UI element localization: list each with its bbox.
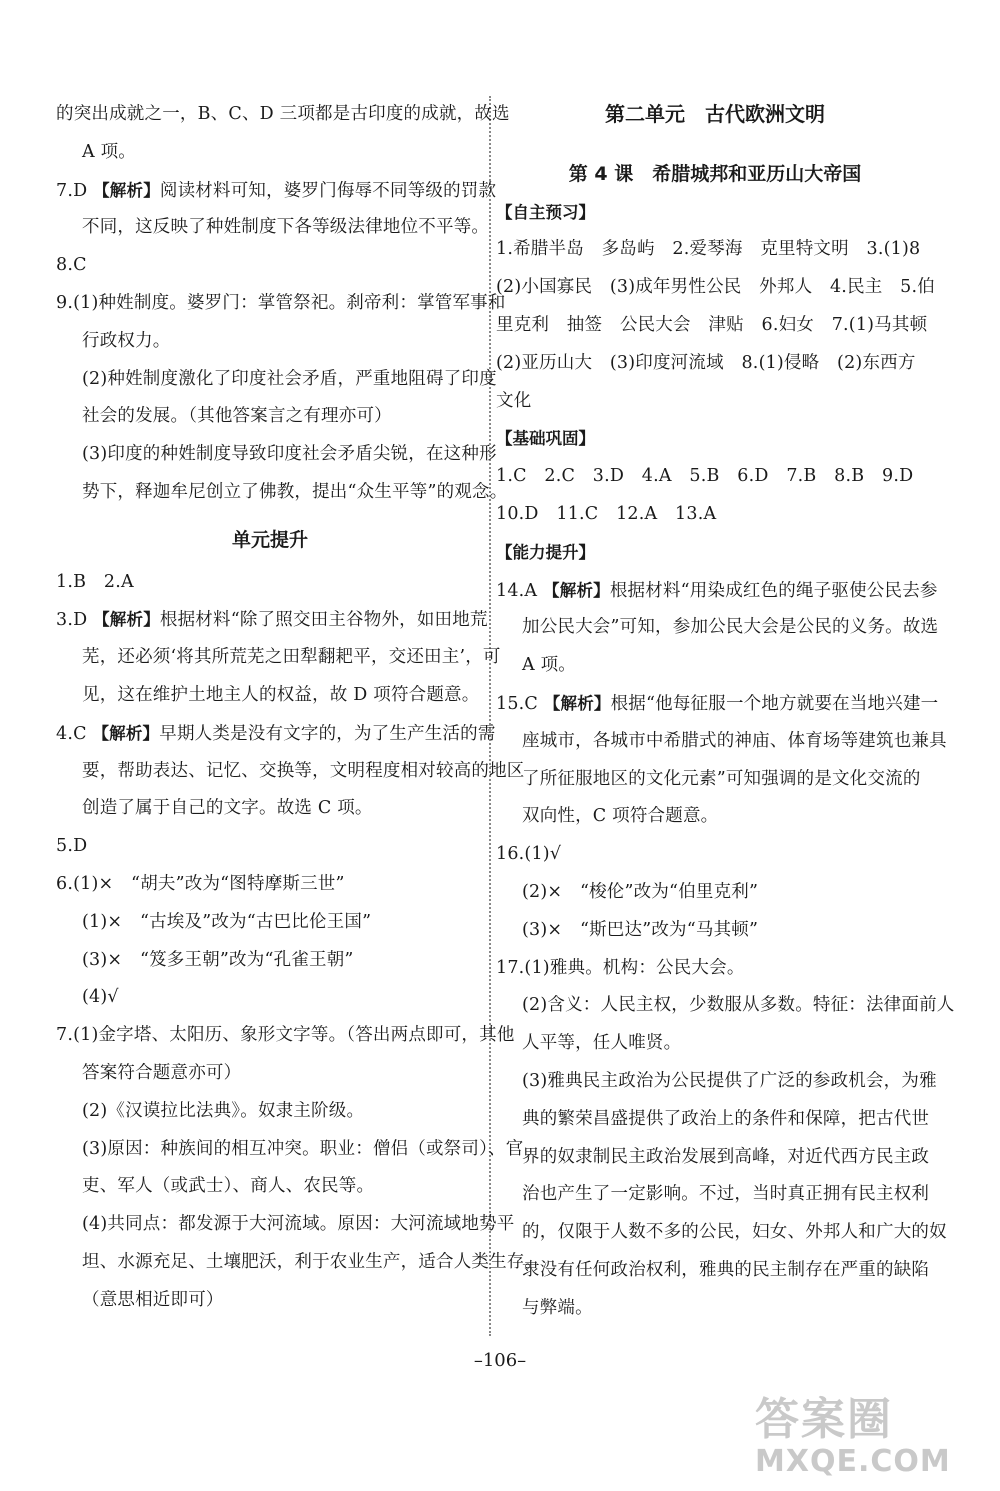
answer-line: (2)《汉谟拉比法典》。奴隶主阶级。 (82, 1100, 365, 1121)
answer-number: 4.C (56, 723, 93, 744)
answer-number: 14.A (496, 580, 544, 601)
answer-line: 要，帮助表达、记忆、交换等，文明程度相对较高的地区 (82, 760, 525, 781)
answer-line: 社会的发展。（其他答案言之有理亦可） (82, 406, 392, 427)
answer-line: (2)种姓制度激化了印度社会矛盾，严重地阻碍了印度 (82, 368, 497, 389)
answer-line: A 项。 (82, 141, 137, 162)
answer-number: 3.D (56, 610, 94, 631)
watermark (755, 1395, 985, 1485)
answer-line: (4)√ (82, 987, 119, 1008)
answer-line (56, 715, 496, 753)
answer-line: 芜，还必须‘将其所荒芜之田犁翻耙平，交还田主’，可 (82, 647, 501, 668)
answer-line: 1.希腊半岛 多岛屿 2.爱琴海 克里特文明 3.(1)8 (496, 239, 921, 260)
answer-line (496, 685, 939, 723)
section-heading: 单元提升 (231, 528, 308, 551)
answer-line: 坦、水源充足、土壤肥沃，利于农业生产，适合人类生存。 (82, 1251, 543, 1272)
answer-line: (2)小国寡民 (3)成年男性公民 外邦人 4.民主 5.伯 (496, 277, 935, 298)
analysis-tag: 【解析】 (92, 723, 160, 743)
answer-line: 的突出成就之一，B、C、D 三项都是古印度的成就，故选 (56, 104, 510, 124)
answer-line: 8.C (56, 255, 87, 276)
watermark-logo: 答案圈 (755, 1394, 893, 1445)
answer-line: 文化 (496, 390, 532, 411)
answer-text: 早期人类是没有文字的，为了生产生活的需 (159, 723, 496, 744)
answer-line: (2)含义：人民主权，少数服从多数。特征：法律面前人 (522, 995, 955, 1016)
right-column (496, 96, 955, 1328)
answer-line: （意思相近即可） (82, 1289, 224, 1310)
answer-line: 不同，这反映了种姓制度下各等级法律地位不平等。 (82, 217, 490, 238)
answer-line: 6.(1)× “胡夫”改为“图特摩斯三世” (56, 873, 345, 894)
answer-text: 根据材料“用染成红色的绳子驱使公民去参 (609, 580, 938, 601)
answer-line: 见，这在维护土地主人的权益，故 D 项符合题意。 (82, 684, 480, 705)
answer-line: 1.C 2.C 3.D 4.A 5.B 6.D 7.B 8.B 9.D (496, 466, 914, 487)
answer-line: A 项。 (522, 655, 577, 676)
answer-line: 隶没有任何政治权利，雅典的民主制存在严重的缺陷 (522, 1259, 930, 1280)
answer-line: (3)原因：种族间的相互冲突。职业：僧侣（或祭司）、官 (82, 1138, 524, 1159)
answer-line: 加公民大会”可知，参加公民大会是公民的义务。故选 (522, 617, 939, 638)
answer-line: 7.(1)金字塔、太阳历、象形文字等。（答出两点即可，其他 (56, 1025, 515, 1046)
answer-text: 根据“他每征服一个地方就要在当地兴建一 (610, 693, 939, 714)
answer-line: 治也产生了一定影响。不过，当时真正拥有民主权利 (522, 1184, 930, 1205)
lesson-title: 第 4 课 希腊城邦和亚历山大帝国 (568, 162, 862, 185)
answer-line: 典的繁荣昌盛提供了政治上的条件和保障，把古代世 (522, 1108, 930, 1129)
answer-line: (3)× “笈多王朝”改为“孔雀王朝” (82, 949, 354, 970)
answer-line (56, 172, 497, 210)
answer-line (496, 572, 938, 610)
analysis-tag: 【解析】 (93, 610, 160, 630)
answer-text: 根据材料“除了照交田主谷物外，如田地荒 (159, 610, 488, 631)
answer-number: 7.D (56, 180, 94, 201)
answer-line: 17.(1)雅典。机构：公民大会。 (496, 957, 745, 978)
analysis-tag: 【解析】 (93, 180, 160, 200)
answer-line: 答案符合题意亦可） (82, 1062, 242, 1083)
answer-line: 的，仅限于人数不多的公民，妇女、外邦人和广大的奴 (522, 1222, 947, 1243)
answer-line: (3)雅典民主政治为公民提供了广泛的参政机会，为雅 (522, 1070, 937, 1091)
answer-line: (2)亚历山大 (3)印度河流域 8.(1)侵略 (2)东西方 (496, 352, 916, 373)
answer-line: (4)共同点：都发源于大河流域。原因：大河流域地势平 (82, 1214, 515, 1235)
answer-line: 吏、军人（或武士）、商人、农民等。 (82, 1176, 375, 1197)
answer-line: 与弊端。 (522, 1297, 593, 1318)
answer-line: (3)× “斯巴达”改为“马其顿” (522, 919, 759, 940)
answer-line (56, 601, 488, 639)
answer-line: 10.D 11.C 12.A 13.A (496, 503, 717, 524)
analysis-tag: 【解析】 (543, 693, 611, 713)
answer-number: 15.C (496, 693, 544, 714)
answer-line: 1.B 2.A (56, 571, 134, 592)
answer-line: 行政权力。 (82, 330, 171, 351)
answer-line: 创造了属于自己的文字。故选 C 项。 (82, 798, 373, 819)
watermark-url: MXQE.COM (755, 1444, 951, 1479)
answer-line: 16.(1)√ (496, 844, 562, 865)
answer-line: (3)印度的种姓制度导致印度社会矛盾尖锐，在这种形 (82, 444, 497, 465)
answer-line: 势下，释迦牟尼创立了佛教，提出“众生平等”的观念。 (82, 481, 508, 502)
answer-line: 9.(1)种姓制度。婆罗门：掌管祭祀。刹帝利：掌管军事和 (56, 292, 506, 313)
answer-line: 双向性，C 项符合题意。 (522, 806, 719, 827)
answer-line: 了所征服地区的文化元素”可知强调的是文化交流的 (522, 768, 921, 789)
answer-line: 5.D (56, 836, 88, 857)
page-number: –106– (473, 1350, 527, 1371)
unit-title: 第二单元 古代欧洲文明 (605, 102, 825, 126)
answer-line: 里克利 抽签 公民大会 津贴 6.妇女 7.(1)马其顿 (496, 314, 928, 335)
answer-line: (1)× “古埃及”改为“古巴比伦王国” (82, 911, 372, 932)
answer-line: 座城市，各城市中希腊式的神庙、体育场等建筑也兼具 (522, 730, 947, 751)
section-label: 【基础巩固】 (496, 429, 595, 449)
analysis-tag: 【解析】 (543, 580, 610, 600)
answer-line: (2)× “梭伦”改为“伯里克利” (522, 881, 759, 902)
answer-line: 人平等，任人唯贤。 (522, 1033, 682, 1054)
section-label: 【自主预习】 (496, 202, 595, 222)
answer-line: 界的奴隶制民主政治发展到高峰，对近代西方民主政 (522, 1146, 930, 1167)
section-label: 【能力提升】 (496, 542, 595, 562)
answer-text: 阅读材料可知，婆罗门侮辱不同等级的罚款 (159, 180, 497, 201)
